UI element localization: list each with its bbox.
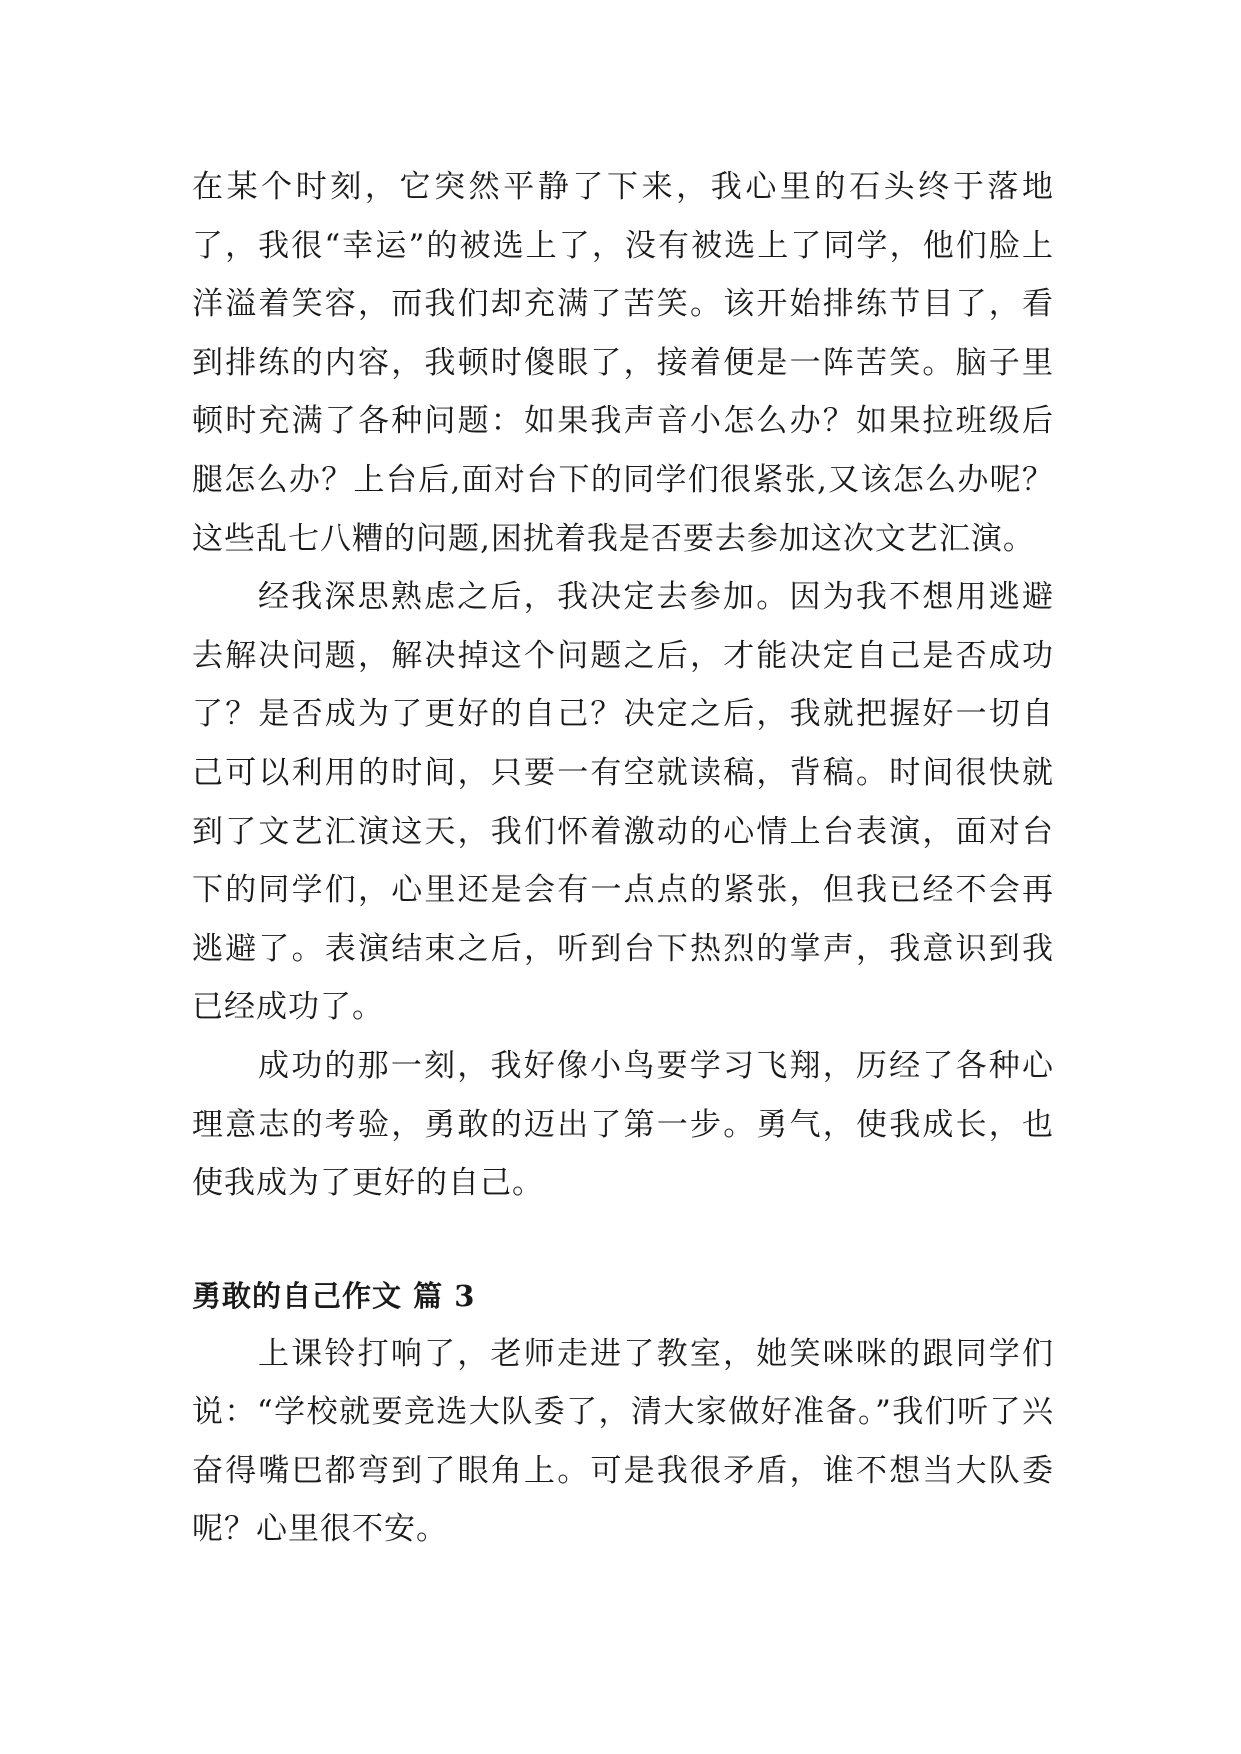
section-title: 勇敢的自己作文 篇 3 [192,1278,476,1313]
paragraph-1: 在某个时刻，它突然平静了下来，我心里的石头终于落地了，我很“幸运”的被选上了，没有被选上了同学，他们脸上洋溢着笑容，而我们却充满了苦笑。该开始排练节目了，看到排练的内容，我顿时傻眼了，接着便是一阵苦笑。脑子里顿时充满了各种问题：如果我声音小怎么办？如果拉班级后腿怎么办？上台后,面对台下的同学们很紧张,又该怎么办呢？这些乱七八糟的问题,困扰着我是否要去参加这次文艺汇演。 [192,169,1054,557]
paragraph-3: 成功的那一刻，我好像小鸟要学习飞翔，历经了各种心理意志的考验，勇敢的迈出了第一步。勇气，使我成长，也使我成为了更好的自己。 [192,1047,1054,1202]
paragraph-2: 经我深思熟虑之后，我决定去参加。因为我不想用逃避去解决问题，解决掉这个问题之后，才能决定自己是否成功了？是否成为了更好的自己？决定之后，我就把握好一切自己可以利用的时间，只要一有空就读稿，背稿。时间很快就到了文艺汇演这天，我们怀着激动的心情上台表演，面对台下的同学们，心里还是会有一点点的紧张，但我已经不会再逃避了。表演结束之后，听到台下热烈的掌声，我意识到我已经成功了。 [192,579,1054,1026]
paragraph-4: 上课铃打响了，老师走进了教室，她笑咪咪的跟同学们说：“学校就要竞选大队委了，清大家做好准备。”我们听了兴奋得嘴巴都弯到了眼角上。可是我很矛盾，谁不想当大队委呢？心里很不安。 [192,1335,1054,1548]
document-body [192,158,1054,1559]
